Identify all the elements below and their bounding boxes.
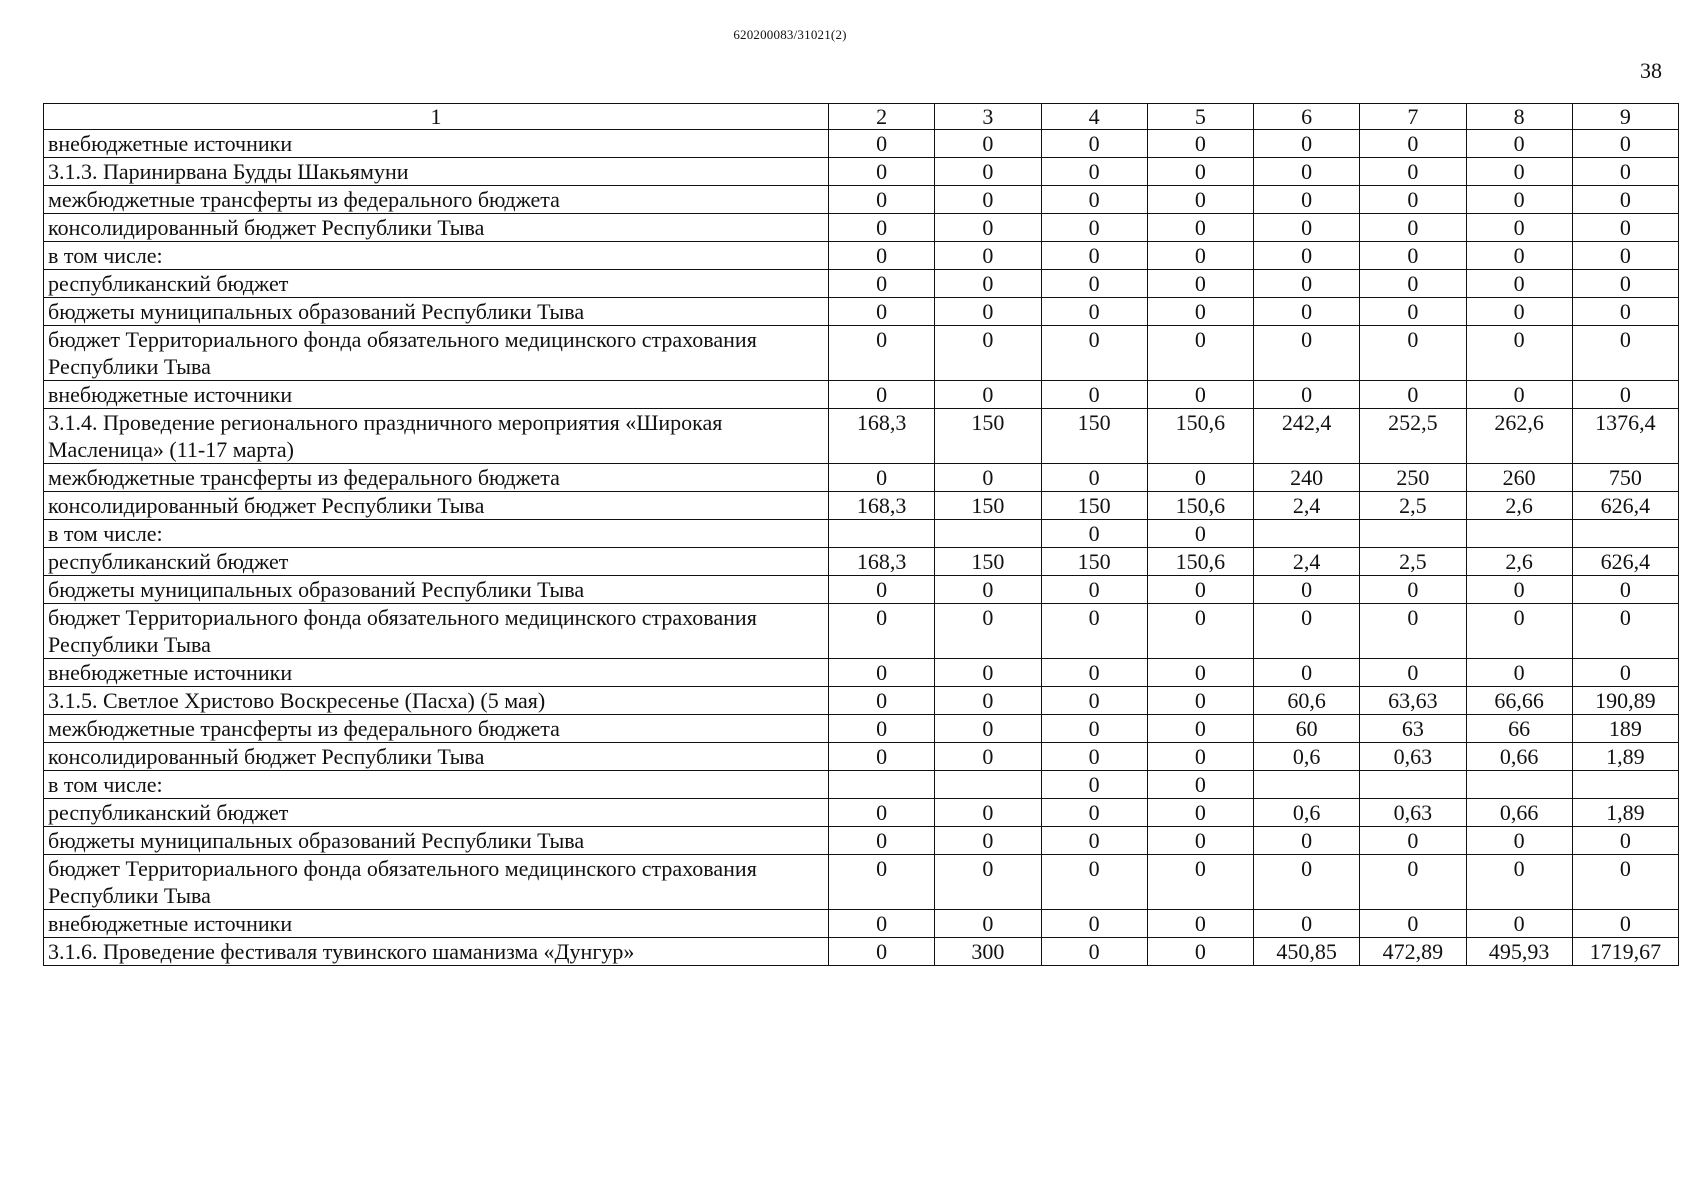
row-value-col-5: 150,6 [1147, 548, 1253, 576]
row-value-col-3 [935, 520, 1041, 548]
table-row [44, 214, 1679, 242]
table-header-row [44, 104, 1679, 130]
row-value-col-8: 0 [1466, 270, 1572, 298]
row-value-col-9: 0 [1572, 827, 1678, 855]
row-value-col-4: 0 [1041, 938, 1147, 966]
row-value-col-7: 0,63 [1360, 799, 1466, 827]
row-value-col-5: 0 [1147, 715, 1253, 743]
page-number: 38 [1640, 58, 1662, 83]
row-value-col-5: 0 [1147, 687, 1253, 715]
row-value-col-3: 150 [935, 492, 1041, 520]
row-value-col-5: 0 [1147, 771, 1253, 799]
column-header: 2 [829, 104, 935, 130]
row-value-col-4: 0 [1041, 604, 1147, 659]
row-value-col-2: 0 [829, 214, 935, 242]
column-header: 6 [1254, 104, 1360, 130]
row-label: межбюджетные трансферты из федерального бюджета [44, 186, 829, 214]
row-value-col-6: 0 [1254, 298, 1360, 326]
row-value-col-7: 2,5 [1360, 492, 1466, 520]
row-value-col-3: 0 [935, 242, 1041, 270]
row-value-col-7: 0 [1360, 604, 1466, 659]
row-value-col-7: 0 [1360, 659, 1466, 687]
row-value-col-5: 0 [1147, 214, 1253, 242]
row-value-col-8: 0 [1466, 576, 1572, 604]
row-value-col-3: 0 [935, 326, 1041, 381]
row-value-col-4: 150 [1041, 409, 1147, 464]
row-value-col-5: 0 [1147, 381, 1253, 409]
row-value-col-6: 0 [1254, 186, 1360, 214]
row-value-col-4: 0 [1041, 771, 1147, 799]
column-header: 5 [1147, 104, 1253, 130]
row-value-col-7: 0,63 [1360, 743, 1466, 771]
row-value-col-4: 0 [1041, 130, 1147, 158]
row-value-col-5: 0 [1147, 130, 1253, 158]
row-label: 3.1.4. Проведение регионального праздничного мероприятия «Широкая Масленица» (11-17 марта) [44, 409, 829, 464]
row-value-col-3: 0 [935, 186, 1041, 214]
row-value-col-8 [1466, 771, 1572, 799]
row-value-col-9: 0 [1572, 381, 1678, 409]
row-value-col-8: 2,6 [1466, 548, 1572, 576]
row-value-col-3: 0 [935, 270, 1041, 298]
row-value-col-2: 0 [829, 242, 935, 270]
row-value-col-3: 0 [935, 799, 1041, 827]
row-value-col-7: 0 [1360, 242, 1466, 270]
row-value-col-9: 626,4 [1572, 492, 1678, 520]
row-value-col-7: 0 [1360, 855, 1466, 910]
row-value-col-8: 0 [1466, 855, 1572, 910]
row-value-col-2: 0 [829, 186, 935, 214]
row-value-col-7 [1360, 771, 1466, 799]
row-value-col-8: 0 [1466, 326, 1572, 381]
row-value-col-8: 0,66 [1466, 799, 1572, 827]
row-value-col-8: 0 [1466, 130, 1572, 158]
row-value-col-7: 0 [1360, 214, 1466, 242]
row-value-col-4: 0 [1041, 715, 1147, 743]
row-label: республиканский бюджет [44, 270, 829, 298]
row-value-col-4: 0 [1041, 576, 1147, 604]
row-label: внебюджетные источники [44, 130, 829, 158]
row-label: в том числе: [44, 520, 829, 548]
table-row [44, 326, 1679, 381]
row-value-col-9: 0 [1572, 242, 1678, 270]
row-value-col-4: 0 [1041, 381, 1147, 409]
table-row [44, 298, 1679, 326]
row-value-col-2: 0 [829, 910, 935, 938]
row-value-col-6: 0 [1254, 910, 1360, 938]
row-label: бюджеты муниципальных образований Республики Тыва [44, 298, 829, 326]
table-row [44, 520, 1679, 548]
row-label: республиканский бюджет [44, 548, 829, 576]
row-value-col-3: 0 [935, 381, 1041, 409]
table-row [44, 270, 1679, 298]
row-value-col-8: 0 [1466, 158, 1572, 186]
row-value-col-5: 0 [1147, 910, 1253, 938]
row-value-col-4: 0 [1041, 186, 1147, 214]
row-value-col-8: 0 [1466, 186, 1572, 214]
row-label: бюджеты муниципальных образований Республики Тыва [44, 576, 829, 604]
table-row [44, 130, 1679, 158]
table-row [44, 938, 1679, 966]
row-value-col-2: 0 [829, 270, 935, 298]
row-value-col-3: 150 [935, 409, 1041, 464]
row-value-col-6: 0 [1254, 827, 1360, 855]
row-value-col-8: 0 [1466, 659, 1572, 687]
table-row [44, 659, 1679, 687]
row-value-col-8: 0 [1466, 910, 1572, 938]
row-value-col-5: 0 [1147, 158, 1253, 186]
row-value-col-4: 0 [1041, 855, 1147, 910]
row-value-col-7: 0 [1360, 326, 1466, 381]
row-label: консолидированный бюджет Республики Тыва [44, 492, 829, 520]
row-value-col-2: 0 [829, 799, 935, 827]
row-value-col-4: 0 [1041, 326, 1147, 381]
row-value-col-3: 0 [935, 576, 1041, 604]
document-code: 620200083/31021(2) [733, 27, 847, 42]
row-value-col-9: 190,89 [1572, 687, 1678, 715]
row-value-col-9: 0 [1572, 130, 1678, 158]
row-value-col-5: 0 [1147, 270, 1253, 298]
row-value-col-9: 1,89 [1572, 743, 1678, 771]
row-value-col-3: 0 [935, 855, 1041, 910]
row-value-col-4: 0 [1041, 827, 1147, 855]
row-value-col-2: 0 [829, 381, 935, 409]
row-value-col-5: 150,6 [1147, 492, 1253, 520]
column-header: 1 [44, 104, 829, 130]
row-value-col-9: 0 [1572, 576, 1678, 604]
row-value-col-6: 0 [1254, 130, 1360, 158]
row-value-col-7: 0 [1360, 130, 1466, 158]
row-value-col-3: 0 [935, 715, 1041, 743]
row-label: консолидированный бюджет Республики Тыва [44, 214, 829, 242]
table-row [44, 409, 1679, 464]
row-value-col-5: 0 [1147, 242, 1253, 270]
row-value-col-7 [1360, 520, 1466, 548]
row-value-col-3: 300 [935, 938, 1041, 966]
row-value-col-7: 63,63 [1360, 687, 1466, 715]
row-value-col-9 [1572, 520, 1678, 548]
table-row [44, 464, 1679, 492]
table-row [44, 186, 1679, 214]
row-value-col-2: 0 [829, 855, 935, 910]
row-value-col-4: 150 [1041, 548, 1147, 576]
row-value-col-9: 1376,4 [1572, 409, 1678, 464]
row-value-col-2 [829, 771, 935, 799]
row-label: в том числе: [44, 771, 829, 799]
row-label: бюджет Территориального фонда обязательного медицинского страхования Республики Тыва [44, 604, 829, 659]
row-value-col-8: 0,66 [1466, 743, 1572, 771]
row-value-col-3: 0 [935, 910, 1041, 938]
row-value-col-7: 0 [1360, 186, 1466, 214]
row-value-col-6: 0 [1254, 326, 1360, 381]
row-value-col-6: 2,4 [1254, 548, 1360, 576]
row-value-col-2: 0 [829, 326, 935, 381]
row-value-col-3: 0 [935, 743, 1041, 771]
row-value-col-2: 168,3 [829, 409, 935, 464]
row-value-col-6: 0 [1254, 855, 1360, 910]
row-value-col-6: 0 [1254, 659, 1360, 687]
table-row [44, 242, 1679, 270]
row-value-col-9 [1572, 771, 1678, 799]
row-value-col-6: 0,6 [1254, 799, 1360, 827]
row-value-col-2: 0 [829, 130, 935, 158]
column-header: 3 [935, 104, 1041, 130]
row-value-col-6: 0 [1254, 214, 1360, 242]
row-value-col-8: 262,6 [1466, 409, 1572, 464]
row-value-col-4: 0 [1041, 270, 1147, 298]
row-value-col-5: 0 [1147, 743, 1253, 771]
row-value-col-8: 0 [1466, 214, 1572, 242]
row-value-col-7: 0 [1360, 910, 1466, 938]
row-value-col-9: 1719,67 [1572, 938, 1678, 966]
row-value-col-6: 0,6 [1254, 743, 1360, 771]
table-row [44, 715, 1679, 743]
row-value-col-7: 2,5 [1360, 548, 1466, 576]
row-value-col-8 [1466, 520, 1572, 548]
row-value-col-3 [935, 771, 1041, 799]
row-value-col-9: 0 [1572, 326, 1678, 381]
row-value-col-5: 0 [1147, 326, 1253, 381]
row-value-col-5: 0 [1147, 186, 1253, 214]
budget-table-body [44, 104, 1679, 966]
row-label: консолидированный бюджет Республики Тыва [44, 743, 829, 771]
row-value-col-6: 2,4 [1254, 492, 1360, 520]
column-header: 7 [1360, 104, 1466, 130]
row-value-col-9: 0 [1572, 910, 1678, 938]
budget-table [43, 103, 1679, 966]
row-label: в том числе: [44, 242, 829, 270]
row-value-col-7: 0 [1360, 576, 1466, 604]
row-value-col-5: 0 [1147, 855, 1253, 910]
row-value-col-2: 0 [829, 743, 935, 771]
row-value-col-4: 0 [1041, 799, 1147, 827]
row-value-col-6 [1254, 520, 1360, 548]
row-value-col-3: 0 [935, 130, 1041, 158]
row-value-col-3: 0 [935, 214, 1041, 242]
row-label: внебюджетные источники [44, 381, 829, 409]
row-value-col-2: 0 [829, 576, 935, 604]
row-value-col-2: 0 [829, 298, 935, 326]
row-value-col-9: 0 [1572, 214, 1678, 242]
row-value-col-8: 495,93 [1466, 938, 1572, 966]
row-value-col-4: 0 [1041, 687, 1147, 715]
row-value-col-4: 0 [1041, 910, 1147, 938]
table-row [44, 827, 1679, 855]
row-value-col-4: 0 [1041, 520, 1147, 548]
row-value-col-9: 0 [1572, 270, 1678, 298]
row-value-col-8: 2,6 [1466, 492, 1572, 520]
row-value-col-8: 0 [1466, 604, 1572, 659]
row-value-col-9: 0 [1572, 604, 1678, 659]
row-value-col-8: 0 [1466, 827, 1572, 855]
row-value-col-4: 0 [1041, 214, 1147, 242]
row-value-col-2: 168,3 [829, 548, 935, 576]
row-value-col-2: 0 [829, 938, 935, 966]
row-value-col-7: 63 [1360, 715, 1466, 743]
row-value-col-5: 150,6 [1147, 409, 1253, 464]
row-value-col-9: 0 [1572, 158, 1678, 186]
row-value-col-6: 0 [1254, 381, 1360, 409]
row-value-col-6: 242,4 [1254, 409, 1360, 464]
row-value-col-7: 472,89 [1360, 938, 1466, 966]
row-label: бюджет Территориального фонда обязательного медицинского страхования Республики Тыва [44, 855, 829, 910]
row-value-col-8: 66,66 [1466, 687, 1572, 715]
row-value-col-6: 60,6 [1254, 687, 1360, 715]
row-value-col-4: 0 [1041, 242, 1147, 270]
row-value-col-3: 0 [935, 158, 1041, 186]
row-value-col-9: 626,4 [1572, 548, 1678, 576]
row-value-col-3: 0 [935, 298, 1041, 326]
table-row [44, 910, 1679, 938]
row-value-col-9: 189 [1572, 715, 1678, 743]
row-value-col-6: 0 [1254, 158, 1360, 186]
row-value-col-6: 240 [1254, 464, 1360, 492]
row-value-col-2: 0 [829, 659, 935, 687]
row-value-col-7: 252,5 [1360, 409, 1466, 464]
row-value-col-6 [1254, 771, 1360, 799]
row-value-col-7: 250 [1360, 464, 1466, 492]
row-value-col-5: 0 [1147, 938, 1253, 966]
row-value-col-9: 1,89 [1572, 799, 1678, 827]
row-value-col-7: 0 [1360, 270, 1466, 298]
table-row [44, 576, 1679, 604]
row-label: 3.1.6. Проведение фестиваля тувинского шаманизма «Дунгур» [44, 938, 829, 966]
row-label: 3.1.5. Светлое Христово Воскресенье (Пасха) (5 мая) [44, 687, 829, 715]
row-value-col-2: 0 [829, 158, 935, 186]
row-value-col-2: 0 [829, 604, 935, 659]
row-value-col-3: 0 [935, 687, 1041, 715]
column-header: 8 [1466, 104, 1572, 130]
row-value-col-2 [829, 520, 935, 548]
row-value-col-9: 0 [1572, 659, 1678, 687]
row-value-col-4: 0 [1041, 659, 1147, 687]
row-value-col-6: 0 [1254, 270, 1360, 298]
row-value-col-7: 0 [1360, 158, 1466, 186]
row-value-col-2: 0 [829, 464, 935, 492]
column-header: 4 [1041, 104, 1147, 130]
row-value-col-8: 0 [1466, 242, 1572, 270]
row-value-col-7: 0 [1360, 298, 1466, 326]
row-value-col-7: 0 [1360, 381, 1466, 409]
row-value-col-3: 0 [935, 464, 1041, 492]
row-value-col-9: 0 [1572, 186, 1678, 214]
row-value-col-2: 0 [829, 687, 935, 715]
column-header: 9 [1572, 104, 1678, 130]
table-row [44, 604, 1679, 659]
row-value-col-6: 0 [1254, 604, 1360, 659]
row-value-col-3: 150 [935, 548, 1041, 576]
row-value-col-5: 0 [1147, 604, 1253, 659]
row-value-col-2: 168,3 [829, 492, 935, 520]
row-value-col-6: 0 [1254, 242, 1360, 270]
row-value-col-5: 0 [1147, 298, 1253, 326]
row-value-col-5: 0 [1147, 659, 1253, 687]
row-value-col-3: 0 [935, 659, 1041, 687]
row-label: внебюджетные источники [44, 659, 829, 687]
table-row [44, 492, 1679, 520]
table-row [44, 158, 1679, 186]
row-label: межбюджетные трансферты из федерального бюджета [44, 715, 829, 743]
row-value-col-9: 0 [1572, 855, 1678, 910]
table-row [44, 771, 1679, 799]
row-value-col-4: 0 [1041, 158, 1147, 186]
table-row [44, 799, 1679, 827]
row-label: 3.1.3. Паринирвана Будды Шакьямуни [44, 158, 829, 186]
row-value-col-6: 0 [1254, 576, 1360, 604]
row-value-col-5: 0 [1147, 827, 1253, 855]
row-value-col-4: 0 [1041, 464, 1147, 492]
row-value-col-7: 0 [1360, 827, 1466, 855]
row-label: республиканский бюджет [44, 799, 829, 827]
row-value-col-9: 750 [1572, 464, 1678, 492]
row-value-col-3: 0 [935, 827, 1041, 855]
row-value-col-5: 0 [1147, 799, 1253, 827]
row-value-col-8: 0 [1466, 298, 1572, 326]
table-row [44, 743, 1679, 771]
row-label: межбюджетные трансферты из федерального бюджета [44, 464, 829, 492]
table-row [44, 687, 1679, 715]
table-row [44, 548, 1679, 576]
row-label: бюджет Территориального фонда обязательного медицинского страхования Республики Тыва [44, 326, 829, 381]
row-value-col-4: 0 [1041, 743, 1147, 771]
row-value-col-6: 450,85 [1254, 938, 1360, 966]
row-value-col-3: 0 [935, 604, 1041, 659]
table-row [44, 855, 1679, 910]
row-label: бюджеты муниципальных образований Республики Тыва [44, 827, 829, 855]
row-value-col-8: 66 [1466, 715, 1572, 743]
row-value-col-9: 0 [1572, 298, 1678, 326]
row-value-col-8: 260 [1466, 464, 1572, 492]
row-value-col-8: 0 [1466, 381, 1572, 409]
row-label: внебюджетные источники [44, 910, 829, 938]
table-row [44, 381, 1679, 409]
row-value-col-4: 150 [1041, 492, 1147, 520]
row-value-col-5: 0 [1147, 576, 1253, 604]
row-value-col-6: 60 [1254, 715, 1360, 743]
row-value-col-2: 0 [829, 827, 935, 855]
row-value-col-5: 0 [1147, 464, 1253, 492]
row-value-col-2: 0 [829, 715, 935, 743]
row-value-col-5: 0 [1147, 520, 1253, 548]
row-value-col-4: 0 [1041, 298, 1147, 326]
